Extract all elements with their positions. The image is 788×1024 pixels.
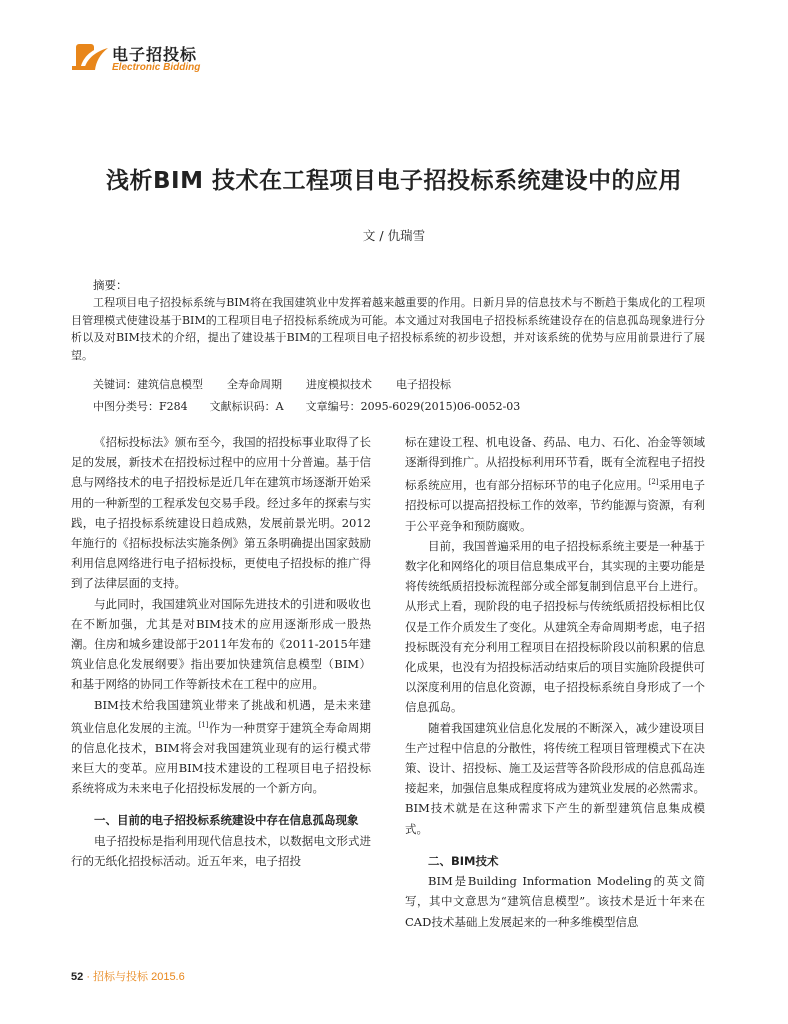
article-number: 文章编号：2095-6029(2015)06-0052-03 bbox=[305, 400, 521, 413]
paragraph: 《招标投标法》颁布至今，我国的招投标事业取得了长足的发展，新技术在招投标过程中的应用十分普遍。基于信息与网络技术的电子招投标是近几年在建筑市场逐渐开始采用的一种新型的工程承发包交易手段。经过多年的探索与实践，电子招投标系统建设日趋成熟，发展前景光明。2012年施行的《招标投标法实施条例》第五条明确提出国家鼓励利用信息网络进行电子招标投标，更使电子招投标的推广得到了法律层面的支持。 bbox=[71, 435, 371, 591]
body-column-left bbox=[71, 432, 371, 871]
page-footer bbox=[71, 968, 185, 984]
article-author: 文 / 仇瑞雪 bbox=[362, 228, 426, 243]
abstract-label: 摘要： bbox=[93, 278, 128, 292]
keywords-line bbox=[93, 376, 451, 392]
paragraph: 目前，我国普遍采用的电子招投标系统主要是一种基于数字化和网络化的项目信息集成平台，其实现的主要功能是将传统纸质招投标流程部分或全部复制到信息平台上进行。从形式上看，现阶段的电子招投标与传统纸质招投标相比仅仅是工作介质发生了变化。从建筑全寿命周期考虑，电子招投标既没有充分利用工程项目在招投标阶段以前积累的信息化成果，也没有为招投标活动结束后的项目实施阶段提供可以深度利用的信息化资源，电子招投标系统自身形成了一个信息孤岛。 bbox=[405, 538, 705, 715]
page-number: 52 bbox=[71, 971, 84, 983]
keyword: 全寿命周期 bbox=[227, 378, 282, 391]
keyword: 电子招投标 bbox=[396, 378, 451, 391]
keyword: 进度模拟技术 bbox=[306, 378, 372, 391]
paragraph: 随着我国建筑业信息化发展的不断深入，减少建设项目生产过程中信息的分散性，将传统工程项目管理模式下在决策、设计、招投标、施工及运营等各阶段形成的信息孤岛连接起来，加强信息集成程度将成为建筑业发展的必然需求。BIM技术就是在这种需求下产生的新型建筑信息集成模式。 bbox=[405, 720, 705, 836]
body-column-right bbox=[405, 432, 705, 932]
classification-line bbox=[93, 398, 520, 414]
article-title: 浅析BIM 技术在工程项目电子招投标系统建设中的应用 bbox=[106, 168, 682, 194]
magazine-issue: · 招标与投标 2015.6 bbox=[86, 971, 185, 983]
paragraph: BIM是Building Information Modeling的英文简写，其中文意思为“建筑信息模型”。该技术是近十年来在CAD技术基础上发展起来的一种多维模型信息 bbox=[405, 874, 705, 929]
class-number: 中图分类号：F284 bbox=[93, 400, 188, 413]
abstract-text: 工程项目电子招投标系统与BIM将在我国建筑业中发挥着越来越重要的作用。日新月异的信息技术与不断趋于集成化的工程项目管理模式使建设基于BIM的工程项目电子招投标系统成为可能。本文通过对我国电子招投标系统建设存在的信息孤岛现象进行分析以及对BIM技术的介绍，提出了建设基于BIM的工程项目电子招投标系统的初步设想，并对该系统的优势与应用前景进行了展望。 bbox=[71, 296, 705, 362]
paragraph: 与此同时，我国建筑业对国际先进技术的引进和吸收也在不断加强，尤其是对BIM技术的应用逐渐形成一股热潮。住房和城乡建设部于2011年发布的《2011-2015年建筑业信息化发展纲要》指出要加快建筑信息模型（BIM）和基于网络的协同工作等新技术在工程中的应用。 bbox=[71, 596, 371, 692]
section-heading: 一、目前的电子招投标系统建设中存在信息孤岛现象 bbox=[94, 813, 359, 828]
keyword: 建筑信息模型 bbox=[137, 378, 203, 391]
brand-subtitle: Electronic Bidding bbox=[112, 62, 201, 73]
citation-ref: [2] bbox=[648, 478, 659, 487]
section-heading: 二、BIM技术 bbox=[428, 853, 499, 868]
citation-ref: [1] bbox=[198, 720, 209, 729]
document-code: 文献标识码：A bbox=[209, 400, 284, 413]
magazine-logo-icon bbox=[70, 40, 110, 76]
paragraph: BIM技术给我国建筑业带来了挑战和机遇，是未来建筑业信息化发展的主流。[1]作为一种贯穿于建筑全寿命周期的信息化技术，BIM将会对我国建筑业现有的运行模式带来巨大的变革。应用BIM技术建设的工程项目电子招投标系统将成为未来电子化招投标发展的一个新方向。 bbox=[71, 697, 372, 796]
keywords-label: 关键词： bbox=[93, 378, 137, 391]
paragraph: 标在建设工程、机电设备、药品、电力、石化、冶金等领域逐渐得到推广。从招投标利用环节看，既有全流程电子招投标系统应用，也有部分招标环节的电子化应用。[2]采用电子招投标可以提高招投标工作的效率，节约能源与资源，有利于公平竞争和预防腐败。 bbox=[405, 435, 706, 533]
brand-title: 电子招投标 bbox=[112, 45, 198, 64]
paragraph: 电子招投标是指利用现代信息技术，以数据电文形式进行的无纸化招投标活动。近五年来，电子招投 bbox=[71, 833, 371, 868]
